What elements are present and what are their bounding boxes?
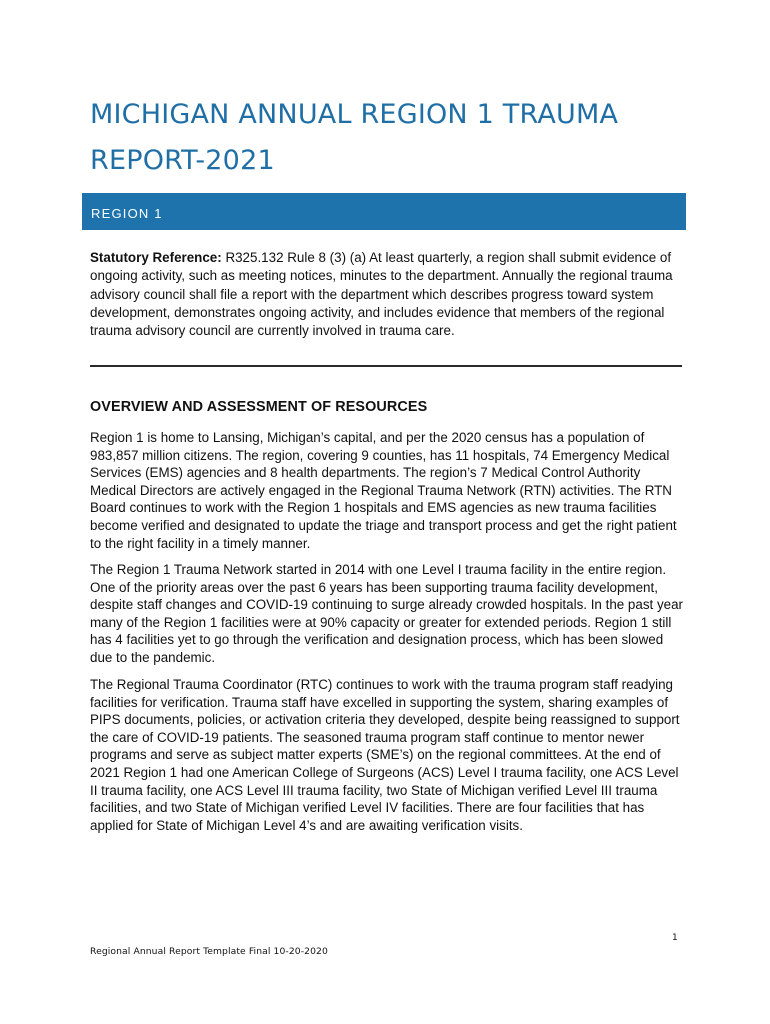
document-title: MICHIGAN ANNUAL REGION 1 TRAUMA REPORT-2021 [90,99,619,176]
region-band: REGION 1 [82,193,686,230]
statutory-text: R325.132 Rule 8 (3) (a) At least quarterly, a region shall submit evidence of ongoing activity, such as meeting notices, minutes to the department. Annually the regional trauma advisory council shall file a report with the department which describes progress toward system development, demonstrates ongoing activity, and includes evidence that members of the regional trauma advisory council are currently involved in trauma care. [90,250,673,339]
statutory-label: Statutory Reference: [90,250,222,265]
paragraph-network-history: The Region 1 Trauma Network started in 2014 with one Level I trauma facility in the entire region. One of the priority areas over the past 6 years has been supporting trauma facility development, despite staff changes and COVID-19 continuing to surge already crowded hospitals. In the past year many of the Region 1 facilities were at 90% capacity or greater for extended periods. Region 1 still has 4 facilities yet to go through the verification and designation process, which has been slowed due to the pandemic. [90,562,684,665]
paragraph-overview: Region 1 is home to Lansing, Michigan’s capital, and per the 2020 census has a population of 983,857 million citizens. The region, covering 9 counties, has 11 hospitals, 74 Emergency Medical Services (EMS) agencies and 8 health departments. The region’s 7 Medical Control Authority Medical Directors are actively engaged in the Regional Trauma Network (RTN) activities. The RTN Board continues to work with the Region 1 hospitals and EMS agencies as new trauma facilities become verified and designated to update the triage and transport process and get the right patient to the right facility in a timely manner. [90,430,677,551]
page-number: 1 [672,933,678,943]
statutory-reference [90,249,682,340]
section-heading: OVERVIEW AND ASSESSMENT OF RESOURCES [90,399,428,415]
paragraph-coordinator: The Regional Trauma Coordinator (RTC) continues to work with the trauma program staff readying facilities for verification. Trauma staff have excelled in supporting the system, sharing examples of PIPS documents, policies, or activation criteria they developed, despite being reassigned to support the care of COVID-19 patients. The seasoned trauma program staff continue to mentor newer programs and serve as subject matter experts (SME’s) on the regional committees. At the end of 2021 Region 1 had one American College of Surgeons (ACS) Level I trauma facility, one ACS Level II trauma facility, one ACS Level III trauma facility, two State of Michigan verified Level III trauma facilities, and two State of Michigan verified Level IV facilities. There are four facilities that has applied for State of Michigan Level 4’s and are awaiting verification visits. [90,677,680,833]
section-divider [90,365,682,367]
footer-text: Regional Annual Report Template Final 10-20-2020 [90,946,328,957]
